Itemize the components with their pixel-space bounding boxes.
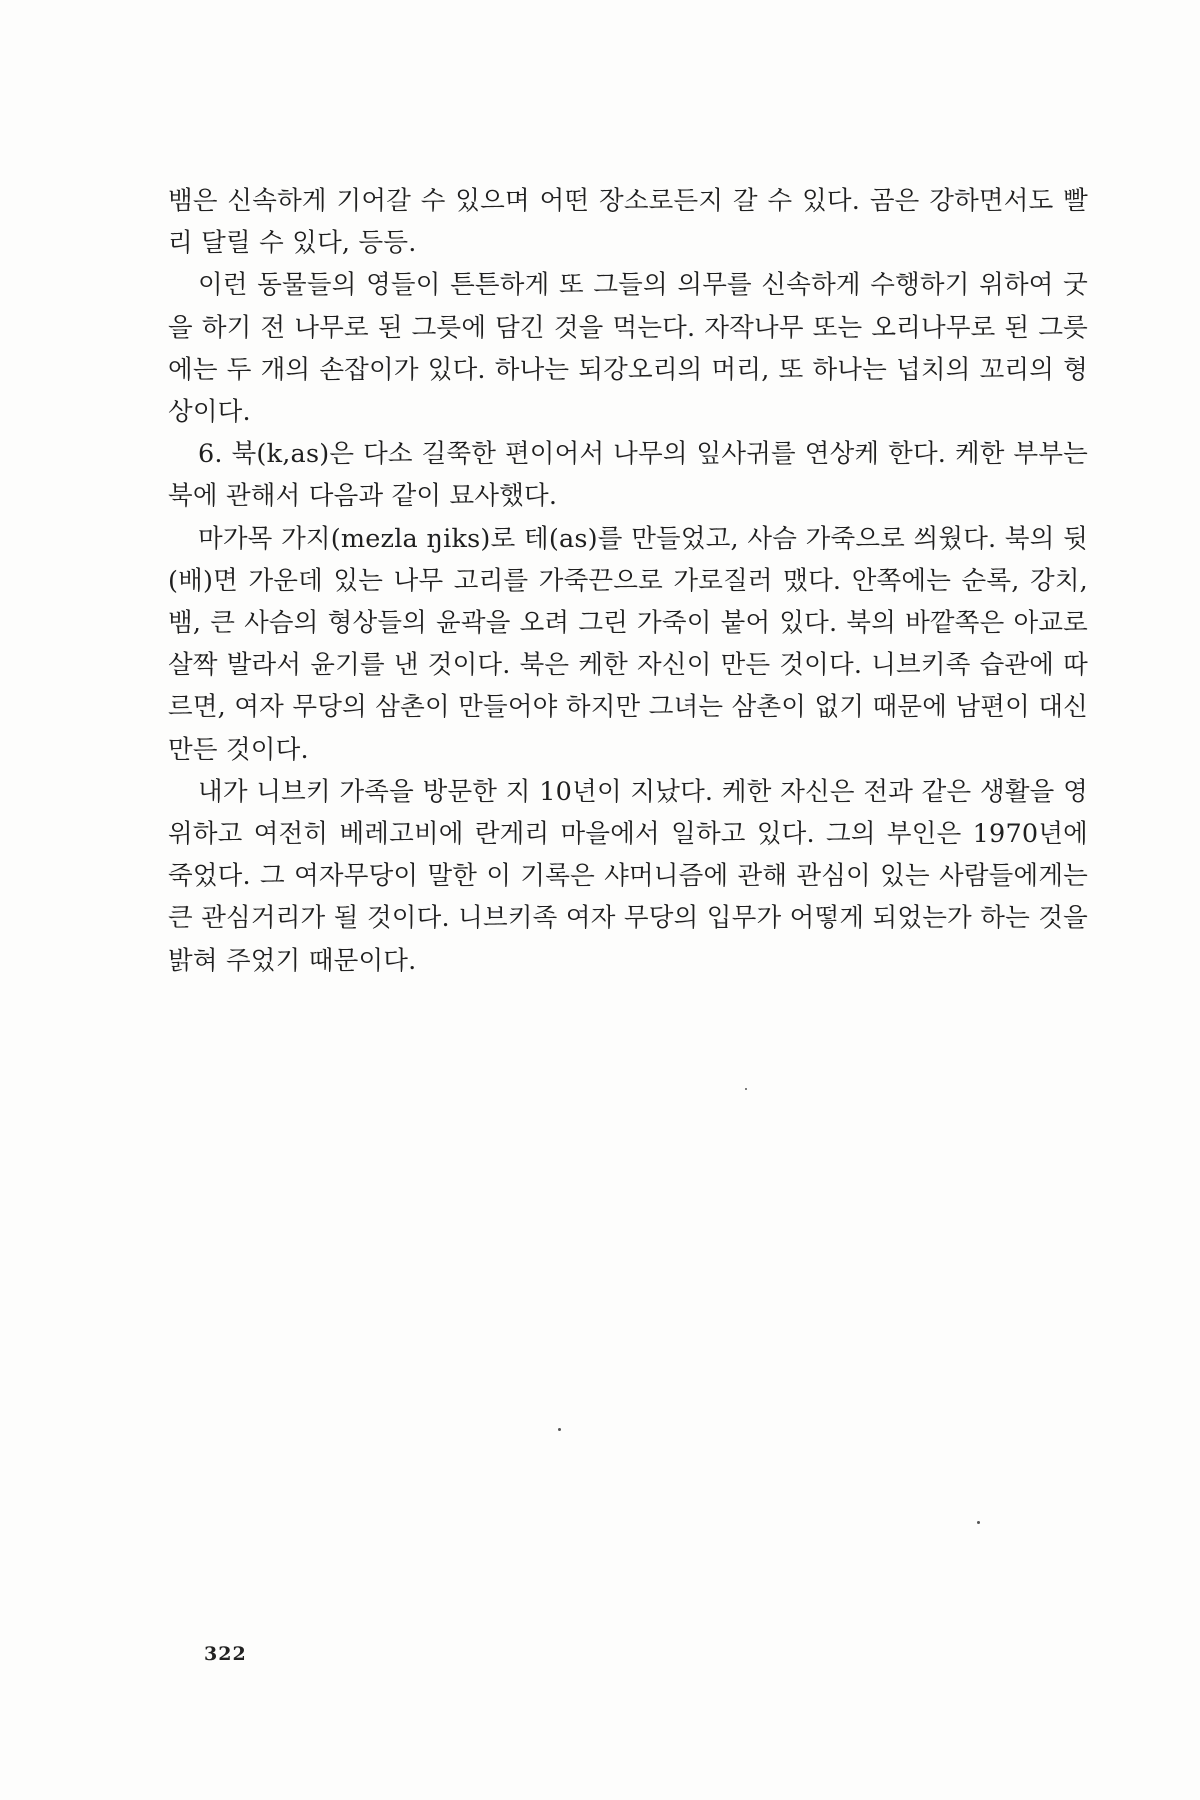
paragraph-1: 뱀은 신속하게 기어갈 수 있으며 어떤 장소로든지 갈 수 있다. 곰은 강하면서도 빨리 달릴 수 있다, 등등. bbox=[168, 186, 1088, 259]
body-text bbox=[168, 180, 1088, 982]
paragraph-2: 이런 동물들의 영들이 튼튼하게 또 그들의 의무를 신속하게 수행하기 위하여 굿을 하기 전 나무로 된 그릇에 담긴 것을 먹는다. 자작나무 또는 오리나무로 된 그릇에는 두 개의 손잡이가 있다. 하나는 되강오리의 머리, 또 하나는 넙치의 꼬리의 형상이다. bbox=[168, 270, 1088, 428]
scan-speck bbox=[977, 1521, 980, 1524]
scan-speck bbox=[558, 1428, 561, 1431]
paragraph-4: 마가목 가지(mezla ŋiks)로 테(as)를 만들었고, 사슴 가죽으로 씌웠다. 북의 뒷(배)면 가운데 있는 나무 고리를 가죽끈으로 가로질러 맸다. 안쪽에는 순록, 강치, 뱀, 큰 사슴의 형상들의 윤곽을 오려 그린 가죽이 붙어 있다. 북의 바깥쪽은 아교로 살짝 발라서 윤기를 낸 것이다. 북은 케한 자신이 만든 것이다. 니브키족 습관에 따르면, 여자 무당의 삼촌이 만들어야 하지만 그녀는 삼촌이 없기 때문에 남편이 대신 만든 것이다. bbox=[168, 523, 1088, 765]
paragraph-3: 6. 북(k,as)은 다소 길쭉한 편이어서 나무의 잎사귀를 연상케 한다. 케한 부부는 북에 관해서 다음과 같이 묘사했다. bbox=[168, 439, 1088, 512]
page-number: 322 bbox=[204, 1643, 247, 1665]
scan-speck bbox=[745, 1088, 747, 1090]
paragraph-5: 내가 니브키 가족을 방문한 지 10년이 지났다. 케한 자신은 전과 같은 생활을 영위하고 여전히 베레고비에 란게리 마을에서 일하고 있다. 그의 부인은 1970년에 죽었다. 그 여자무당이 말한 이 기록은 샤머니즘에 관해 관심이 있는 사람들에게는 큰 관심거리가 될 것이다. 니브키족 여자 무당의 입무가 어떻게 되었는가 하는 것을 밝혀 주었기 때문이다. bbox=[168, 776, 1088, 976]
